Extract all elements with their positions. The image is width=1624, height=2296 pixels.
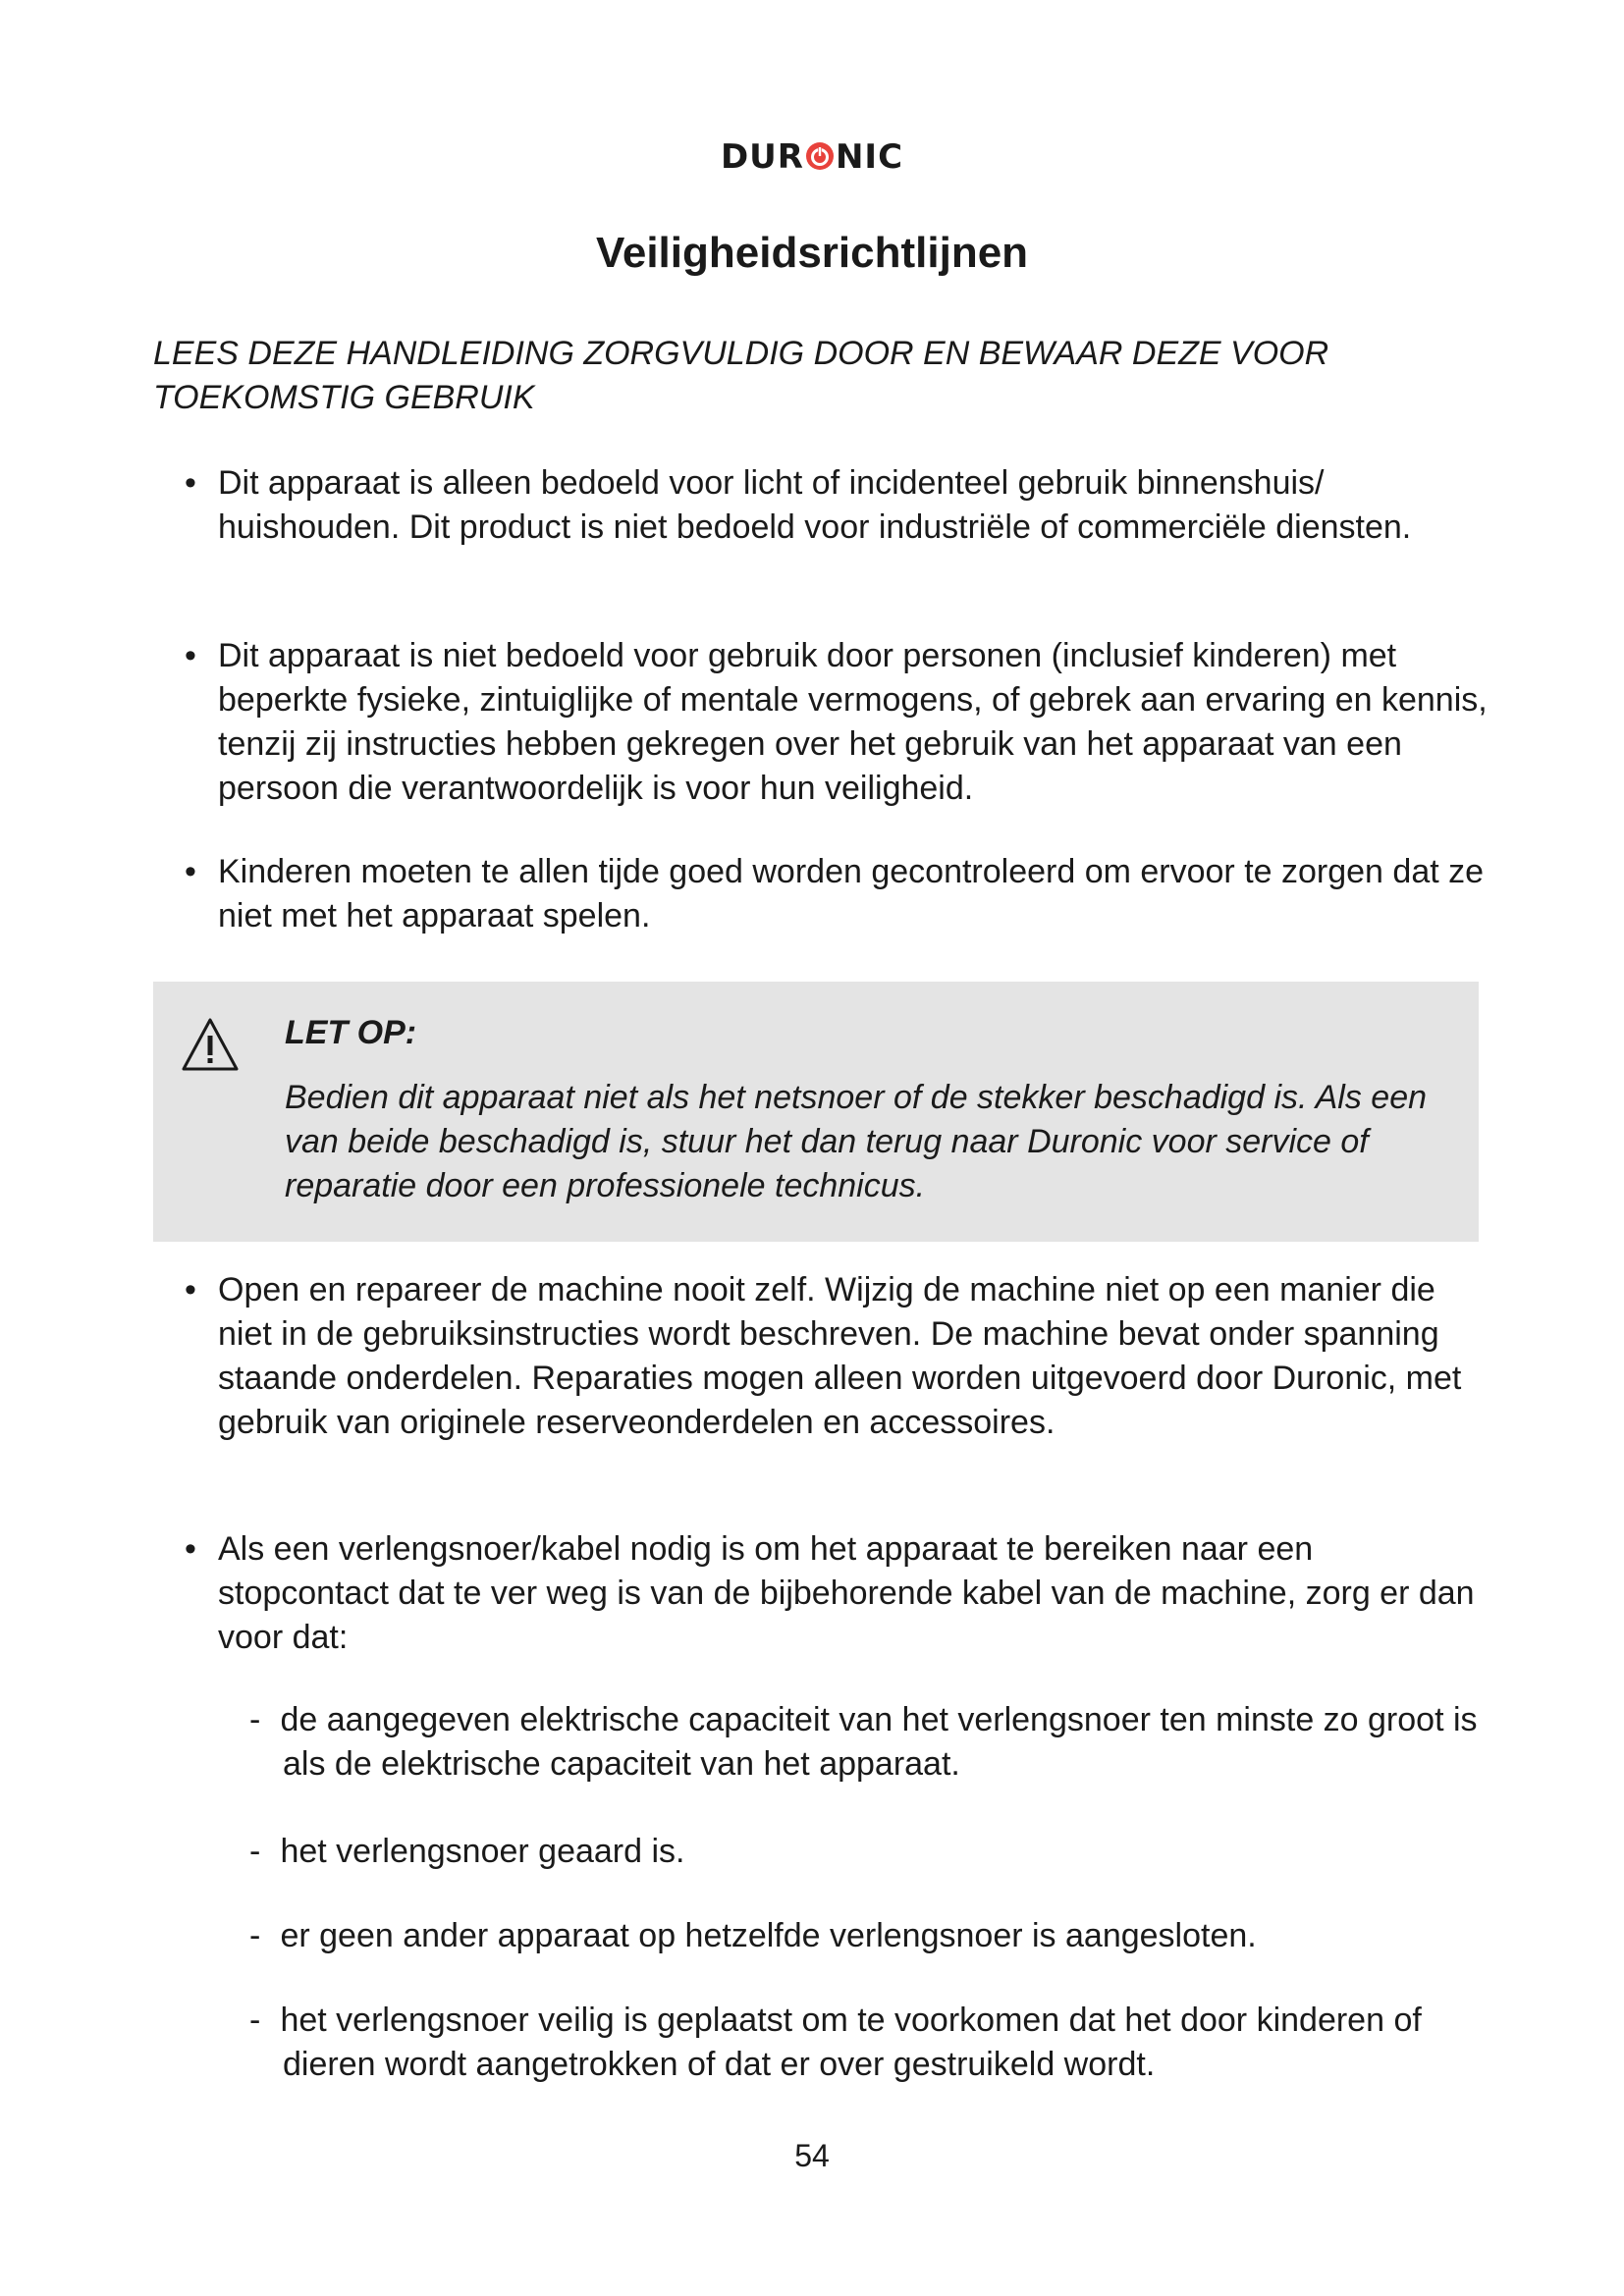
bullet-text: Als een verlengsnoer/kabel nodig is om het apparaat te bereiken naar een stopcontact dat te ver weg is van de bijbehorende kabel van de machine, zorg er dan voor dat: <box>218 1530 1475 1656</box>
bullet-list-top <box>153 461 1489 550</box>
intro-notice: LEES DEZE HANDLEIDING ZORGVULDIG DOOR EN BEWAAR DEZE VOOR TOEKOMSTIG GEBRUIK <box>153 335 1329 416</box>
logo-text-start: DUR <box>720 137 804 177</box>
sub-item-safe-placement-wrap <box>153 1999 1489 2087</box>
dash-marker: - <box>249 1917 261 1954</box>
sub-item-text: het verlengsnoer geaard is. <box>280 1833 685 1870</box>
bullet-item-no-repair <box>153 1268 1489 1445</box>
bullet-list-top-3 <box>153 850 1489 938</box>
bullet-text: Dit apparaat is alleen bedoeld voor licht of incidenteel gebruik binnenshuis/ huishouden. Dit product is niet bedoeld voor industriële of commerciële diensten. <box>218 464 1412 546</box>
page-title: Veiligheidsrichtlijnen <box>595 229 1029 277</box>
bullet-item-extension-cord <box>153 1527 1489 1660</box>
sub-item-text: de aangegeven elektrische capaciteit van het verlengsnoer ten minste zo groot is als de elektrische capaciteit van het apparaat. <box>280 1701 1478 1783</box>
bullet-list-bottom <box>153 1268 1489 1445</box>
bullet-marker: • <box>185 464 196 502</box>
bullet-text: Kinderen moeten te allen tijde goed worden gecontroleerd om ervoor te zorgen dat ze niet met het apparaat spelen. <box>218 853 1485 934</box>
bullet-marker: • <box>185 1271 196 1308</box>
bullet-text: Dit apparaat is niet bedoeld voor gebruik door personen (inclusief kinderen) met beperkte fysieke, zintuiglijke of mentale vermogens, of gebrek aan ervaring en kennis, tenzij zij instructies hebben gekregen over het gebruik van het apparaat van een persoon die verantwoordelijk is voor hun veiligheid. <box>218 637 1488 807</box>
sub-item-no-other-device <box>153 1914 1489 1958</box>
logo-text-end: NIC <box>835 137 904 177</box>
bullet-marker: • <box>185 1530 196 1568</box>
sub-item-text: het verlengsnoer veilig is geplaatst om te voorkomen dat het door kinderen of dieren wordt aangetrokken of dat er over gestruikeld wordt. <box>280 2002 1422 2083</box>
dash-marker: - <box>249 1701 261 1738</box>
sub-item-text: er geen ander apparaat op hetzelfde verlengsnoer is aangesloten. <box>280 1917 1257 1954</box>
sub-item-no-other-device-wrap <box>153 1914 1489 1958</box>
sub-item-grounded <box>153 1830 1489 1874</box>
sub-item-safe-placement <box>153 1999 1489 2087</box>
bullet-item-light-use <box>153 461 1489 550</box>
bullet-item-restricted-persons <box>153 634 1489 811</box>
dash-marker: - <box>249 2002 261 2039</box>
brand-logo <box>0 137 1624 177</box>
sub-item-capacity-wrap <box>153 1698 1489 1787</box>
bullet-item-children <box>153 850 1489 938</box>
bullet-text: Open en repareer de machine nooit zelf. Wijzig de machine niet op een manier die niet in de gebruiksinstructies wordt beschreven. De machine bevat onder spanning staande onderdelen. Reparaties mogen alleen worden uitgevoerd door Duronic, met gebruik van originele reserveonderdelen en accessoires. <box>218 1271 1462 1441</box>
dash-marker: - <box>249 1833 261 1870</box>
warning-heading: LET OP: <box>285 1014 417 1051</box>
bullet-list-bottom-2 <box>153 1527 1489 1660</box>
warning-box <box>153 982 1479 1242</box>
warning-text: Bedien dit apparaat niet als het netsnoer of de stekker beschadigd is. Als een van beide beschadigd is, stuur het dan terug naar Duronic voor service of reparatie door een professionele technicus. <box>285 1079 1428 1204</box>
sub-item-grounded-wrap <box>153 1830 1489 1874</box>
bullet-marker: • <box>185 853 196 890</box>
warning-triangle-icon <box>181 1017 240 1072</box>
sub-item-capacity <box>153 1698 1489 1787</box>
bullet-marker: • <box>185 637 196 674</box>
bullet-list-top-2 <box>153 634 1489 811</box>
power-icon <box>805 141 835 171</box>
page-number: 54 <box>794 2138 830 2173</box>
